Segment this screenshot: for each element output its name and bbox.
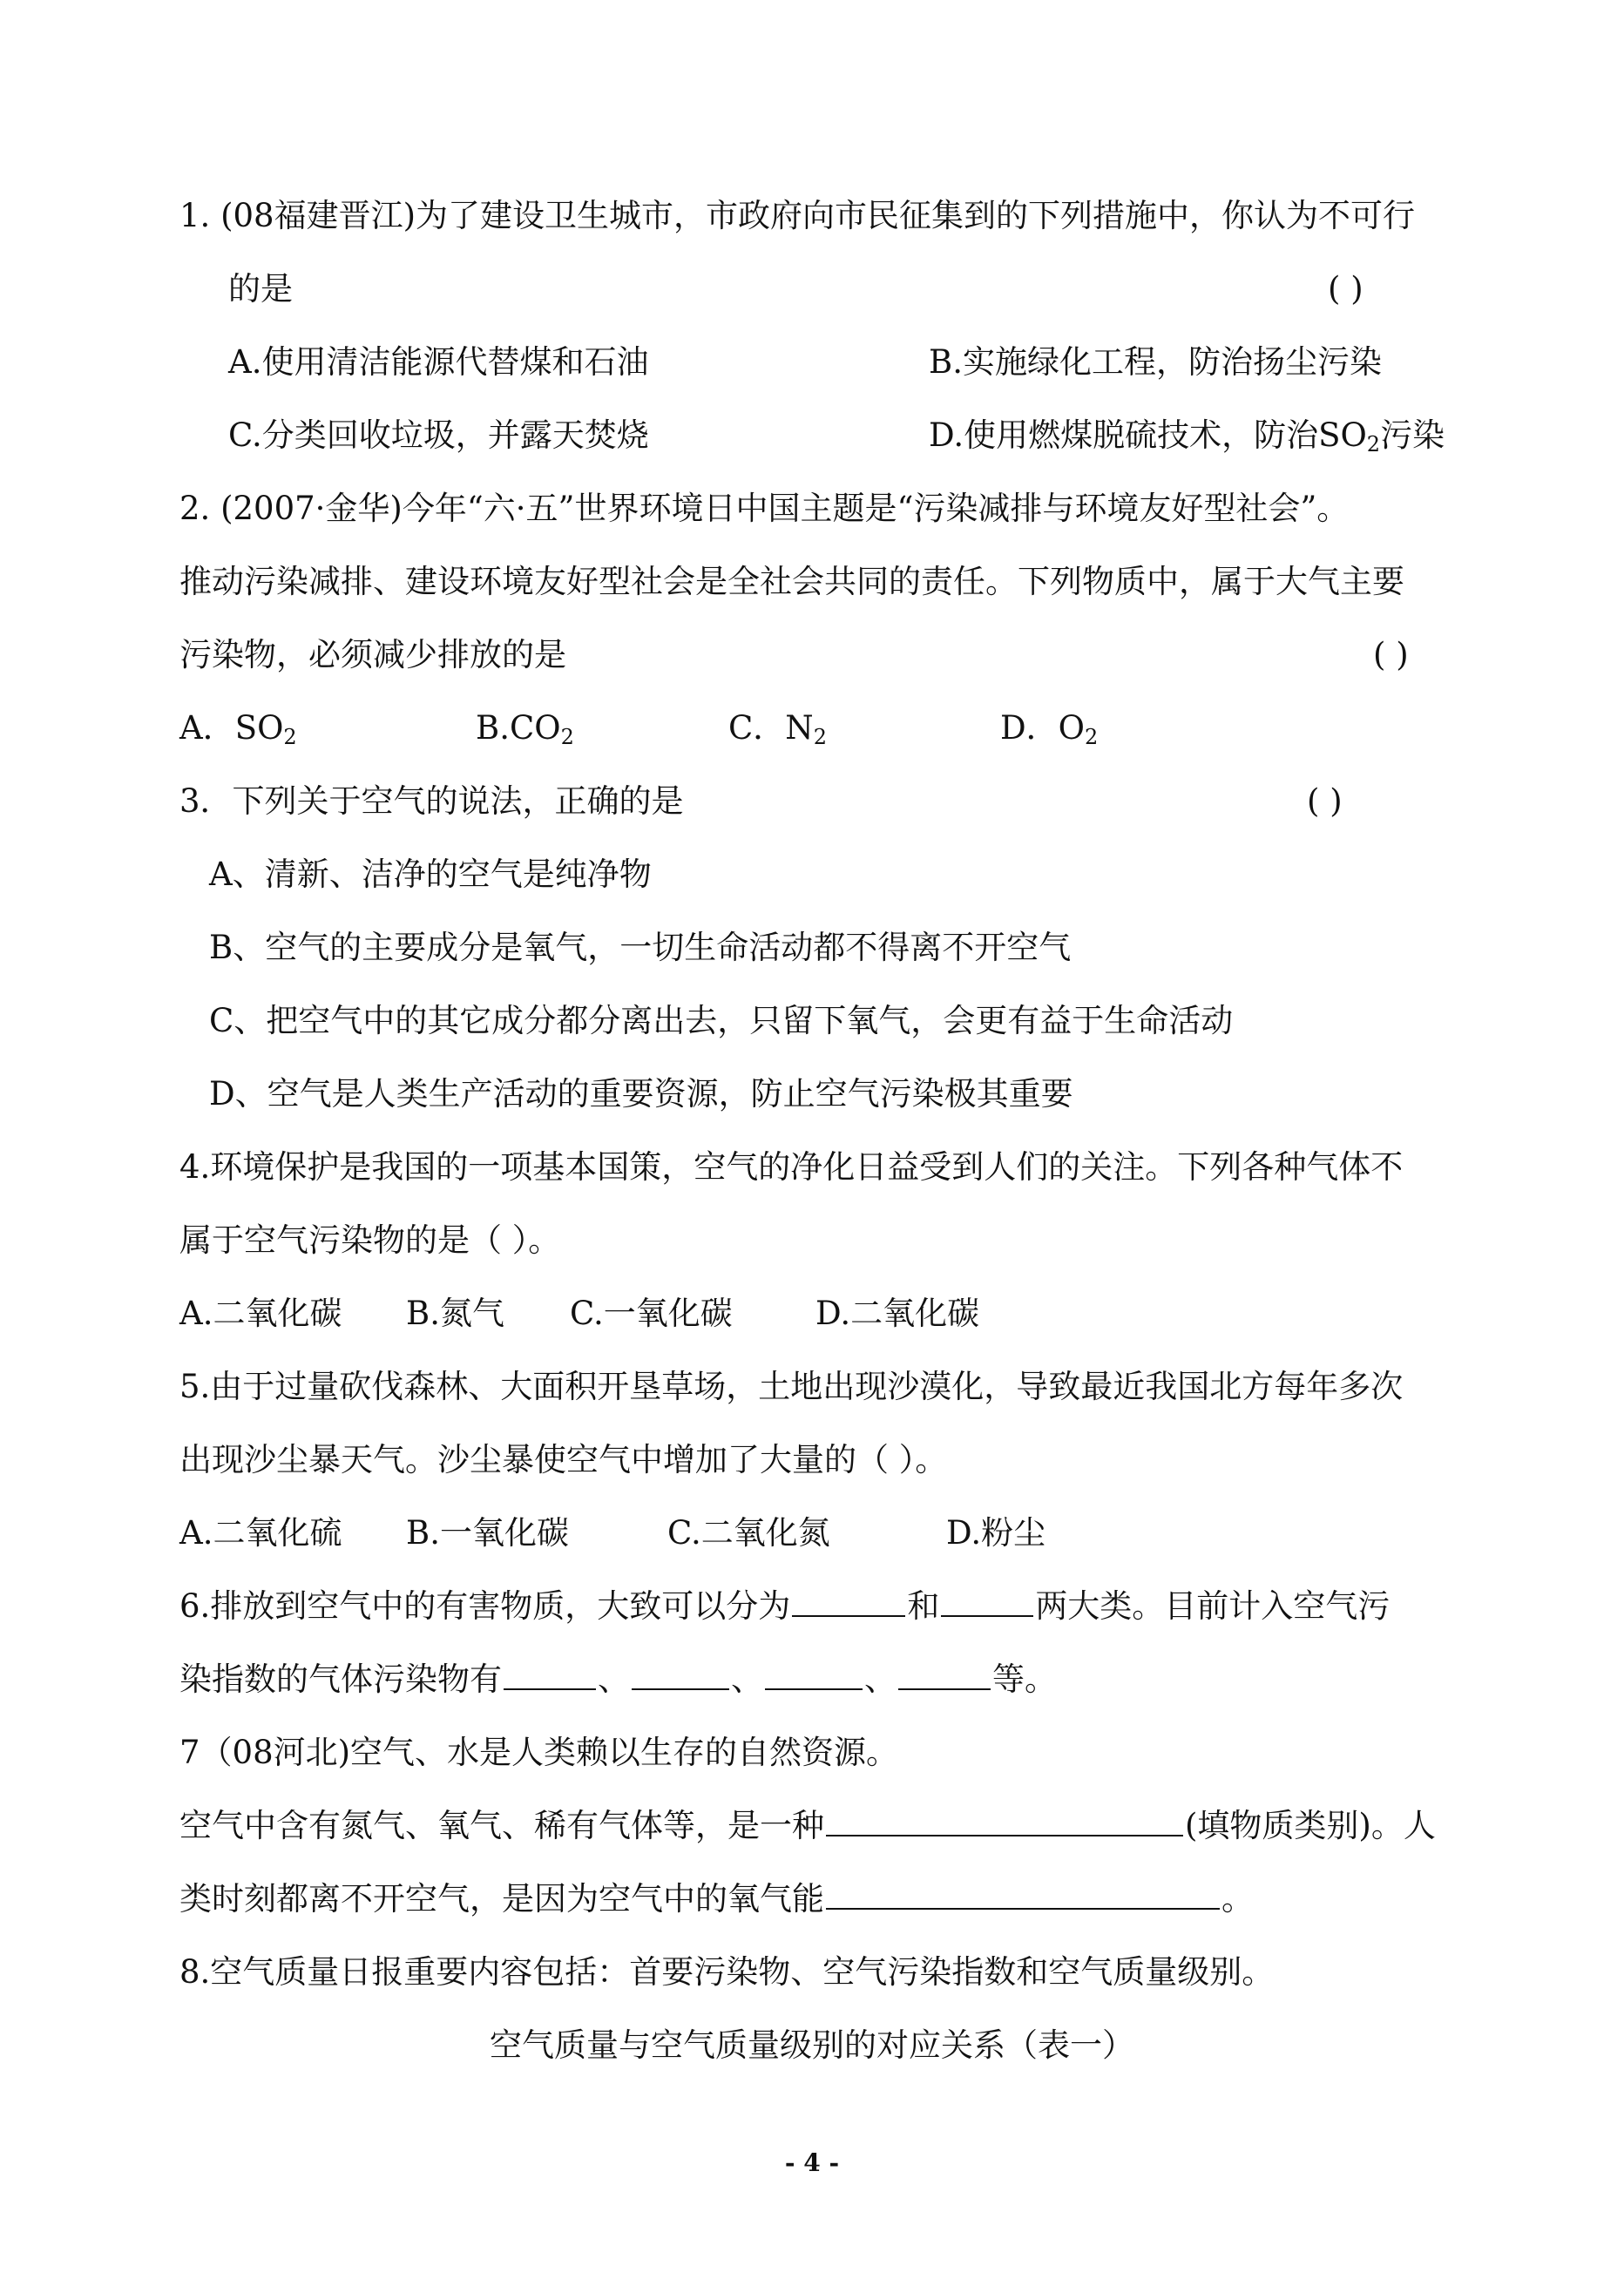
page-number: - 4 - bbox=[784, 2148, 840, 2177]
q1-stem-line1: 1. (08福建晋江)为了建设卫生城市，市政府向市民征集到的下列措施中，你认为不可行 bbox=[179, 197, 1416, 234]
q1-option-d bbox=[929, 413, 1445, 467]
q7-blank-2[interactable] bbox=[826, 1877, 1220, 1910]
q2-option-d bbox=[1000, 706, 1098, 760]
q7-stem-line2 bbox=[179, 1803, 1436, 1849]
q1-option-b: B.实施绿化工程，防治扬尘污染 bbox=[929, 343, 1382, 381]
q7-line3-text-a: 类时刻都离不开空气，是因为空气中的氧气能 bbox=[179, 1880, 824, 1918]
q6-sep-2: 、 bbox=[731, 1661, 763, 1698]
q6-line1-text-b: 和 bbox=[907, 1587, 940, 1625]
q3-answer-paren: ( ) bbox=[1307, 782, 1343, 820]
q3-option-d: D、空气是人类生产活动的重要资源，防止空气污染极其重要 bbox=[209, 1075, 1073, 1113]
q7-stem-line3 bbox=[179, 1877, 1254, 1922]
q1-option-d-pre: D.使用燃煤脱硫技术，防治SO bbox=[929, 416, 1367, 454]
q6-blank-4[interactable] bbox=[632, 1657, 729, 1690]
q2-option-a-pre: A．SO bbox=[179, 709, 284, 747]
q5-option-b: B.一氧化碳 bbox=[406, 1514, 569, 1552]
q2-stem-line1: 2. (2007·金华)今年“六·五”世界环境日中国主题是“污染减排与环境友好型社会”。 bbox=[179, 490, 1350, 527]
q2-answer-paren: ( ) bbox=[1373, 636, 1409, 673]
q2-option-d-sub: 2 bbox=[1085, 725, 1099, 749]
q4-option-a: A.二氧化碳 bbox=[179, 1295, 342, 1332]
q3-option-a: A、清新、洁净的空气是纯净物 bbox=[209, 856, 652, 893]
q6-stem-line2 bbox=[179, 1657, 1057, 1702]
q7-line3-text-b: 。 bbox=[1221, 1880, 1254, 1918]
q3-option-c: C、把空气中的其它成分都分离出去，只留下氧气，会更有益于生命活动 bbox=[209, 1002, 1234, 1039]
q2-option-b-pre: B.CO bbox=[476, 709, 561, 747]
q7-blank-1[interactable] bbox=[826, 1803, 1183, 1836]
q5-stem-line2: 出现沙尘暴天气。沙尘暴使空气中增加了大量的（ ）。 bbox=[179, 1441, 948, 1478]
q6-blank-6[interactable] bbox=[898, 1657, 991, 1690]
q3-option-b: B、空气的主要成分是氧气，一切生命活动都不得离不开空气 bbox=[209, 929, 1072, 966]
q1-option-d-post: 污染 bbox=[1380, 416, 1445, 454]
q6-blank-1[interactable] bbox=[792, 1584, 905, 1617]
q5-option-c: C.二氧化氮 bbox=[667, 1514, 830, 1552]
q1-stem-line2: 的是 bbox=[228, 270, 293, 308]
q4-option-b: B.氮气 bbox=[406, 1295, 504, 1332]
q5-option-a: A.二氧化硫 bbox=[179, 1514, 342, 1552]
q2-option-b-sub: 2 bbox=[560, 725, 574, 749]
q4-stem-line2: 属于空气污染物的是（ ）。 bbox=[179, 1221, 561, 1259]
q6-blank-3[interactable] bbox=[504, 1657, 596, 1690]
q2-option-c bbox=[728, 706, 827, 760]
q6-line2-end: 等。 bbox=[992, 1661, 1057, 1698]
q6-stem-line1 bbox=[179, 1584, 1390, 1629]
q6-line1-text-a: 6.排放到空气中的有害物质，大致可以分为 bbox=[179, 1587, 791, 1625]
q6-line1-text-c: 两大类。目前计入空气污 bbox=[1035, 1587, 1391, 1625]
q8-stem-line1: 8.空气质量日报重要内容包括：首要污染物、空气污染指数和空气质量级别。 bbox=[179, 1953, 1275, 1991]
q3-stem-line1: 3．下列关于空气的说法，正确的是 bbox=[179, 782, 684, 820]
q7-line2-text-b: (填物质类别)。人 bbox=[1185, 1807, 1436, 1844]
q6-blank-2[interactable] bbox=[941, 1584, 1033, 1617]
q1-option-d-sub: 2 bbox=[1366, 432, 1381, 457]
q2-option-a bbox=[179, 706, 297, 760]
table-caption: 空气质量与空气质量级别的对应关系（表一） bbox=[490, 2026, 1134, 2064]
q5-option-d: D.粉尘 bbox=[946, 1514, 1046, 1552]
q2-option-a-sub: 2 bbox=[283, 725, 297, 749]
q4-option-d: D.二氧化碳 bbox=[815, 1295, 980, 1332]
q6-sep-1: 、 bbox=[598, 1661, 630, 1698]
q6-line2-text-a: 染指数的气体污染物有 bbox=[179, 1661, 502, 1698]
q2-stem-line3: 污染物，必须减少排放的是 bbox=[179, 636, 566, 673]
q2-option-d-pre: D．O bbox=[1000, 709, 1085, 747]
q2-option-b bbox=[476, 706, 574, 760]
q6-sep-3: 、 bbox=[864, 1661, 897, 1698]
q7-stem-line1: 7（08河北)空气、水是人类赖以生存的自然资源。 bbox=[179, 1734, 899, 1771]
q2-stem-line2: 推动污染减排、建设环境友好型社会是全社会共同的责任。下列物质中，属于大气主要 bbox=[179, 563, 1404, 600]
q1-option-c: C.分类回收垃圾，并露天焚烧 bbox=[228, 416, 649, 454]
q5-stem-line1: 5.由于过量砍伐森林、大面积开垦草场，土地出现沙漠化，导致最近我国北方每年多次 bbox=[179, 1368, 1404, 1405]
q1-answer-paren: ( ) bbox=[1328, 270, 1363, 308]
q6-blank-5[interactable] bbox=[765, 1657, 863, 1690]
q7-line2-text-a: 空气中含有氮气、氧气、稀有气体等，是一种 bbox=[179, 1807, 824, 1844]
q2-option-c-sub: 2 bbox=[813, 725, 827, 749]
q2-option-c-pre: C．N bbox=[728, 709, 814, 747]
q4-option-c: C.一氧化碳 bbox=[570, 1295, 733, 1332]
q1-option-a: A.使用清洁能源代替煤和石油 bbox=[228, 343, 649, 381]
q4-stem-line1: 4.环境保护是我国的一项基本国策，空气的净化日益受到人们的关注。下列各种气体不 bbox=[179, 1148, 1404, 1186]
